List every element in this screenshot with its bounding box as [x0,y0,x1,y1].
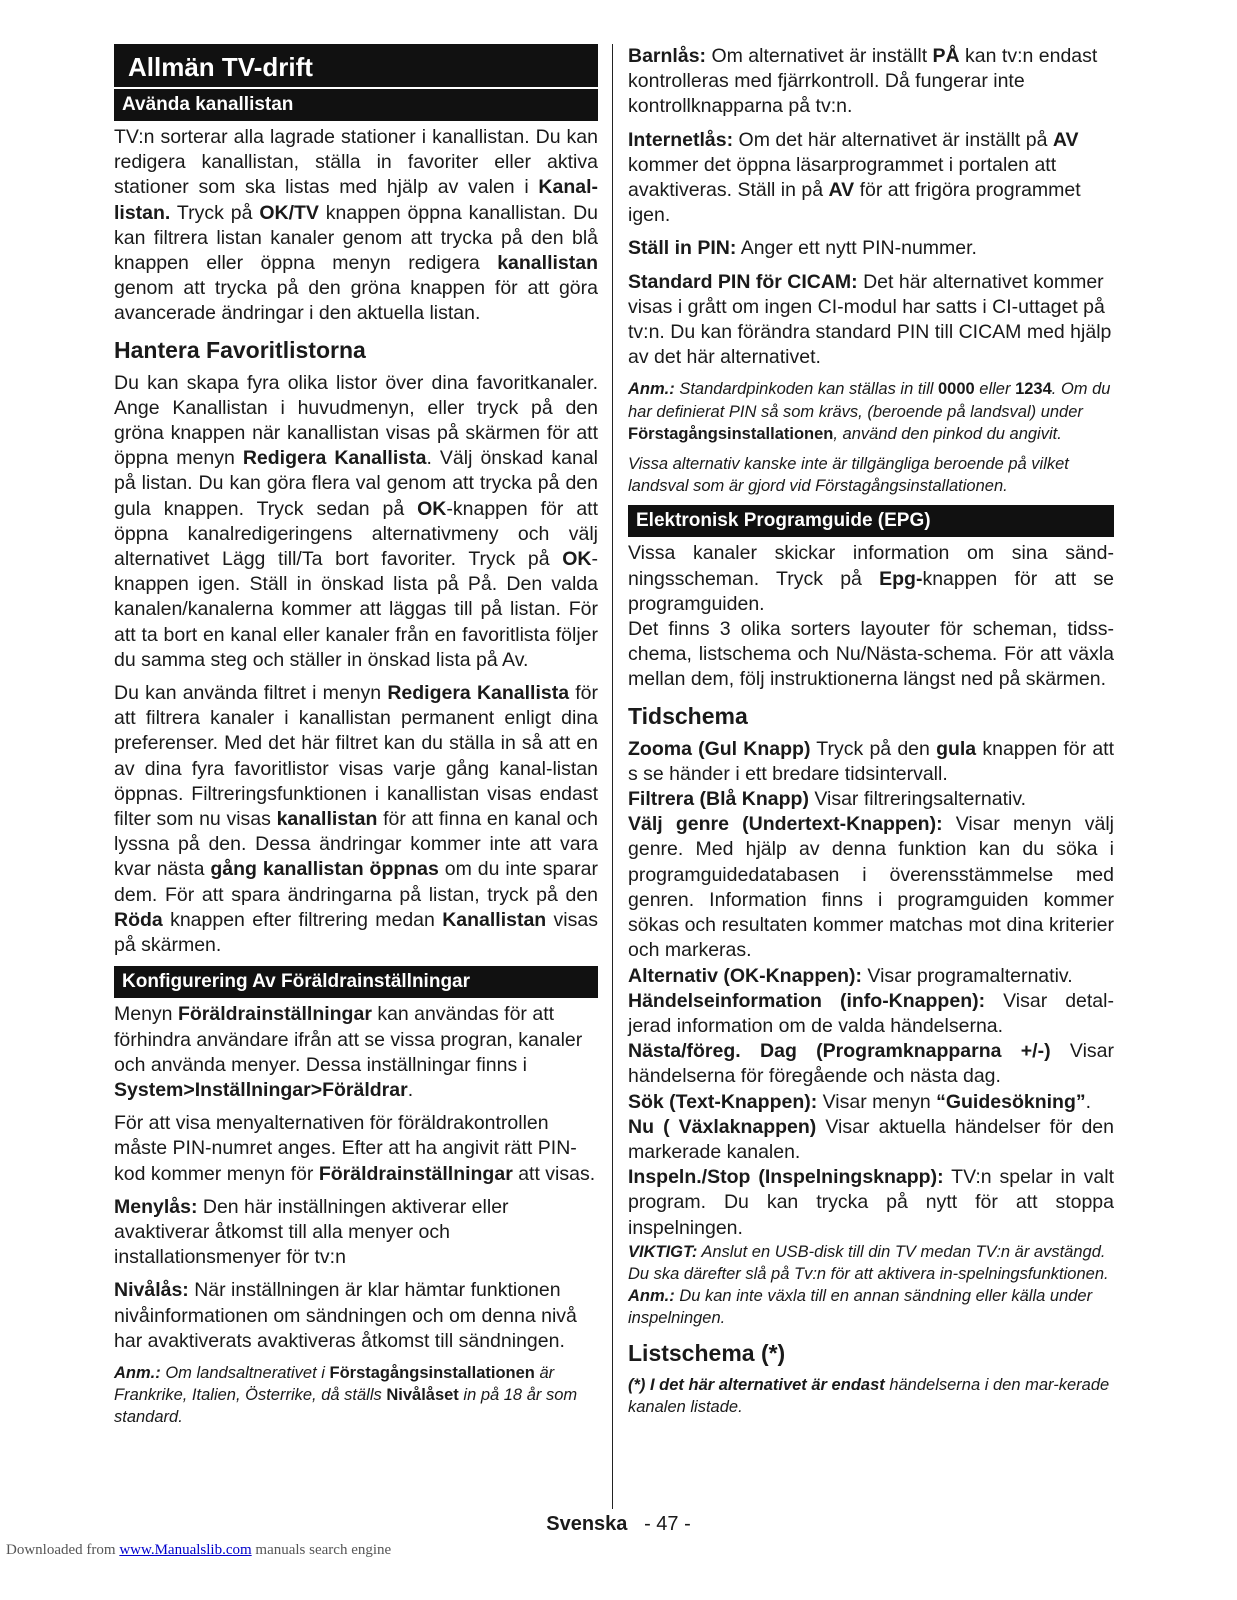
page-footer [0,1513,1237,1536]
paragraph-parental-1: Menyn Föräldrainställningar kan användas för att förhindra användare ifrån att se vissa progran, kanaler och använda menyer. Dessa inställningar finns i System>Inställningar>Föräldrar. [114,1003,583,1101]
footer-language: Svenska [546,1513,628,1535]
paragraph-epg-2: Det finns 3 olika sorters layouter för scheman, tidss-chema, listschema och Nu/Nästa-schema. För att växla mellan dem, följ instruktionerna längst ned på skärmen. [628,618,1114,691]
item-event-info: Händelseinformation (info-Knappen): Visar detal-jerad information om de valda händelserna. [628,989,1114,1037]
paragraph-set-pin: Ställ in PIN: Anger ett nytt PIN-nummer. [628,237,977,260]
item-now: Nu ( Växlaknappen) Visar aktuella händelser för den markerade kanalen. [628,1115,1114,1163]
paragraph-epg-1: Vissa kanaler skickar information om sina sänd-ningsscheman. Tryck på Epg-knappen för att se programguiden. [628,542,1114,615]
note-default-pin: Anm.: Standardpinkoden kan ställas in till 0000 eller 1234. Om du har definierat PIN så som krävs, (beroende på landsval) under Förstagångsinstallationen, använd den pinkod du angivit. [628,380,1111,443]
note-important-usb: VIKTIGT: Anslut en USB-disk till din TV medan TV:n är avstängd. Du ska därefter slå på Tv:n för att aktivera in-spelningsfunktionen. [628,1242,1109,1283]
heading-list-schedule: Listschema (*) [628,1339,786,1366]
paragraph-child-lock: Barnlås: Om alternativet är inställt PÅ kan tv:n endast kontrolleras med fjärrkontroll. Då fungerar inte kontrollknapparna på tv:n. [628,45,1098,118]
paragraph-channel-list: TV:n sorterar alla lagrade stationer i kanallistan. Du kan redigera kanallistan, ställa in favoriter eller aktiva stationer som ska listas med hjälp av valen i Kanal-listan. Tryck på OK/TV knappen öppna kanallistan. Du kan filtrera listan kanaler genom att trycka på den blå knappen eller öppna menyn redigera kanallistan genom att trycka på den gröna knappen för att göra avancerade ändringar i den aktuella listan. [114,126,598,325]
section-bar-epg: Elektronisk Programguide (EPG) [628,505,1114,537]
download-footer [6,1542,391,1559]
paragraph-parental-2: För att visa menyalternativen för föräldrakontrollen måste PIN-numret anges. Efter att ha angivit rätt PIN-kod kommer menyn för Föräldrainställningar att visas. [114,1112,596,1185]
item-options: Alternativ (OK-Knappen): Visar programalternativ. [628,964,1073,987]
paragraph-internet-lock: Internetlås: Om det här alternativet är inställt på AV kommer det öppna läsarprogrammet i portalen att avaktiveras. Ställ in på AV för att frigöra programmet igen. [628,128,1081,227]
note-recording: Anm.: Du kan inte växla till en annan sändning eller källa under inspelningen. [628,1287,1093,1328]
note-list-schedule: (*) I det här alternativet är endast händelserna i den mar-kerade kanalen listade. [628,1375,1110,1416]
download-prefix: Downloaded from [6,1542,120,1558]
note-level-lock: Anm.: Om landsaltnerativet i Förstagångsinstallationen är Frankrike, Italien, Österrike, då ställs Nivålåset in på 18 år som standard. [114,1363,578,1427]
heading-timeline: Tidschema [628,702,748,729]
paragraph-cicam-pin: Standard PIN för CICAM: Det här alternativet kommer visas i grått om ingen CI-modul har satts i CI-uttaget på tv:n. Du kan förändra standard PIN till CICAM med hjälp av det här alternativet. [628,270,1112,369]
item-next-prev-day: Nästa/föreg. Dag (Programknapparna +/-) Visar händelserna för föregående och nästa dag. [628,1040,1114,1088]
section-bar-parental: Konfigurering Av Föräldrainställningar [114,966,598,998]
page-number: - 47 - [644,1513,691,1535]
manualslib-link[interactable]: www.Manualslib.com [119,1542,252,1558]
left-column [114,44,598,1437]
section-bar-channel-list: Avända kanallistan [114,89,598,121]
paragraph-favorites-1: Du kan skapa fyra olika listor över dina favoritkanaler. Ange Kanallistan i huvudmenyn, eller tryck på den gröna knappen när kanallistan visas på skärmen för att öppna menyn Redigera Kanallista. Välj önskad kanal på listan. Du kan göra flera val genom att trycka på den gula knappen. Tryck sedan på OK-knappen för att öppna kanalredigeringens alternativmeny och välj alternativet Lägg till/Ta bort favoriter. Tryck på OK-knappen igen. Ställ in önskad lista på På. Den valda kanalen/kanalerna kommer att läggas till på listan. För att ta bort en kanal eller kanaler från en favoritlista följer du samma steg och ställer in önskad lista på Av. [114,371,599,671]
paragraph-favorites-2: Du kan använda filtret i menyn Redigera Kanallista för att filtrera kanaler i kanallistan permanent enligt dina preferenser. Med det här filtret kan du ställa in så att en av dina fyra favoritlistor visas varje gång kanal-listan öppnas. Filtreringsfunktionen i kanallistan visas endast filter som nu visas kanallistan för att finna en kanal och lyssna på den. Dessa ändringar kommer inte att vara kvar nästa gång kanallistan öppnas om du inte sparar dem. För att spara ändringarna på listan, tryck på den Röda knappen efter filtrering medan Kanallistan visas på skärmen. [114,682,599,957]
heading-favorites: Hantera Favoritlistorna [114,336,366,363]
item-filter: Filtrera (Blå Knapp) Visar filtreringsalternativ. [628,788,1027,811]
right-column [628,44,1114,1426]
note-availability: Vissa alternativ kanske inte är tillgängliga beroende på vilket landsval som är gjord vid Förstagångsinstallationen. [628,455,1069,496]
item-search: Sök (Text-Knappen): Visar menyn “Guidesökning”. [628,1090,1092,1113]
paragraph-level-lock: Nivålås: När inställningen är klar hämtar funktionen nivåinformationen om sändningen och om denna nivå har avaktiverats avaktiveras åtkomst till sändningen. [114,1279,577,1352]
item-zoom: Zooma (Gul Knapp) Tryck på den gula knappen för att s se händer i ett bredare tidsintervall. [628,737,1114,785]
column-divider [612,44,613,1509]
paragraph-menu-lock: Menylås: Den här inställningen aktiverar eller avaktiverar åtkomst till alla menyer och installationsmenyer för tv:n [114,1195,509,1269]
item-genre: Välj genre (Undertext-Knappen): Visar menyn välj genre. Med hjälp av denna funktion kan du söka i programguidedatabasen i överensstämmelse med genren. Information finns i programguiden kommer sökas och resultaten kommer matchas mot dina kriterier och markeras. [628,813,1114,962]
page-title: Allmän TV-drift [114,44,598,87]
item-record: Inspeln./Stop (Inspelningsknapp): TV:n spelar in valt program. Du kan trycka på nytt för att stoppa inspelningen. [628,1166,1114,1239]
download-suffix: manuals search engine [251,1542,392,1558]
